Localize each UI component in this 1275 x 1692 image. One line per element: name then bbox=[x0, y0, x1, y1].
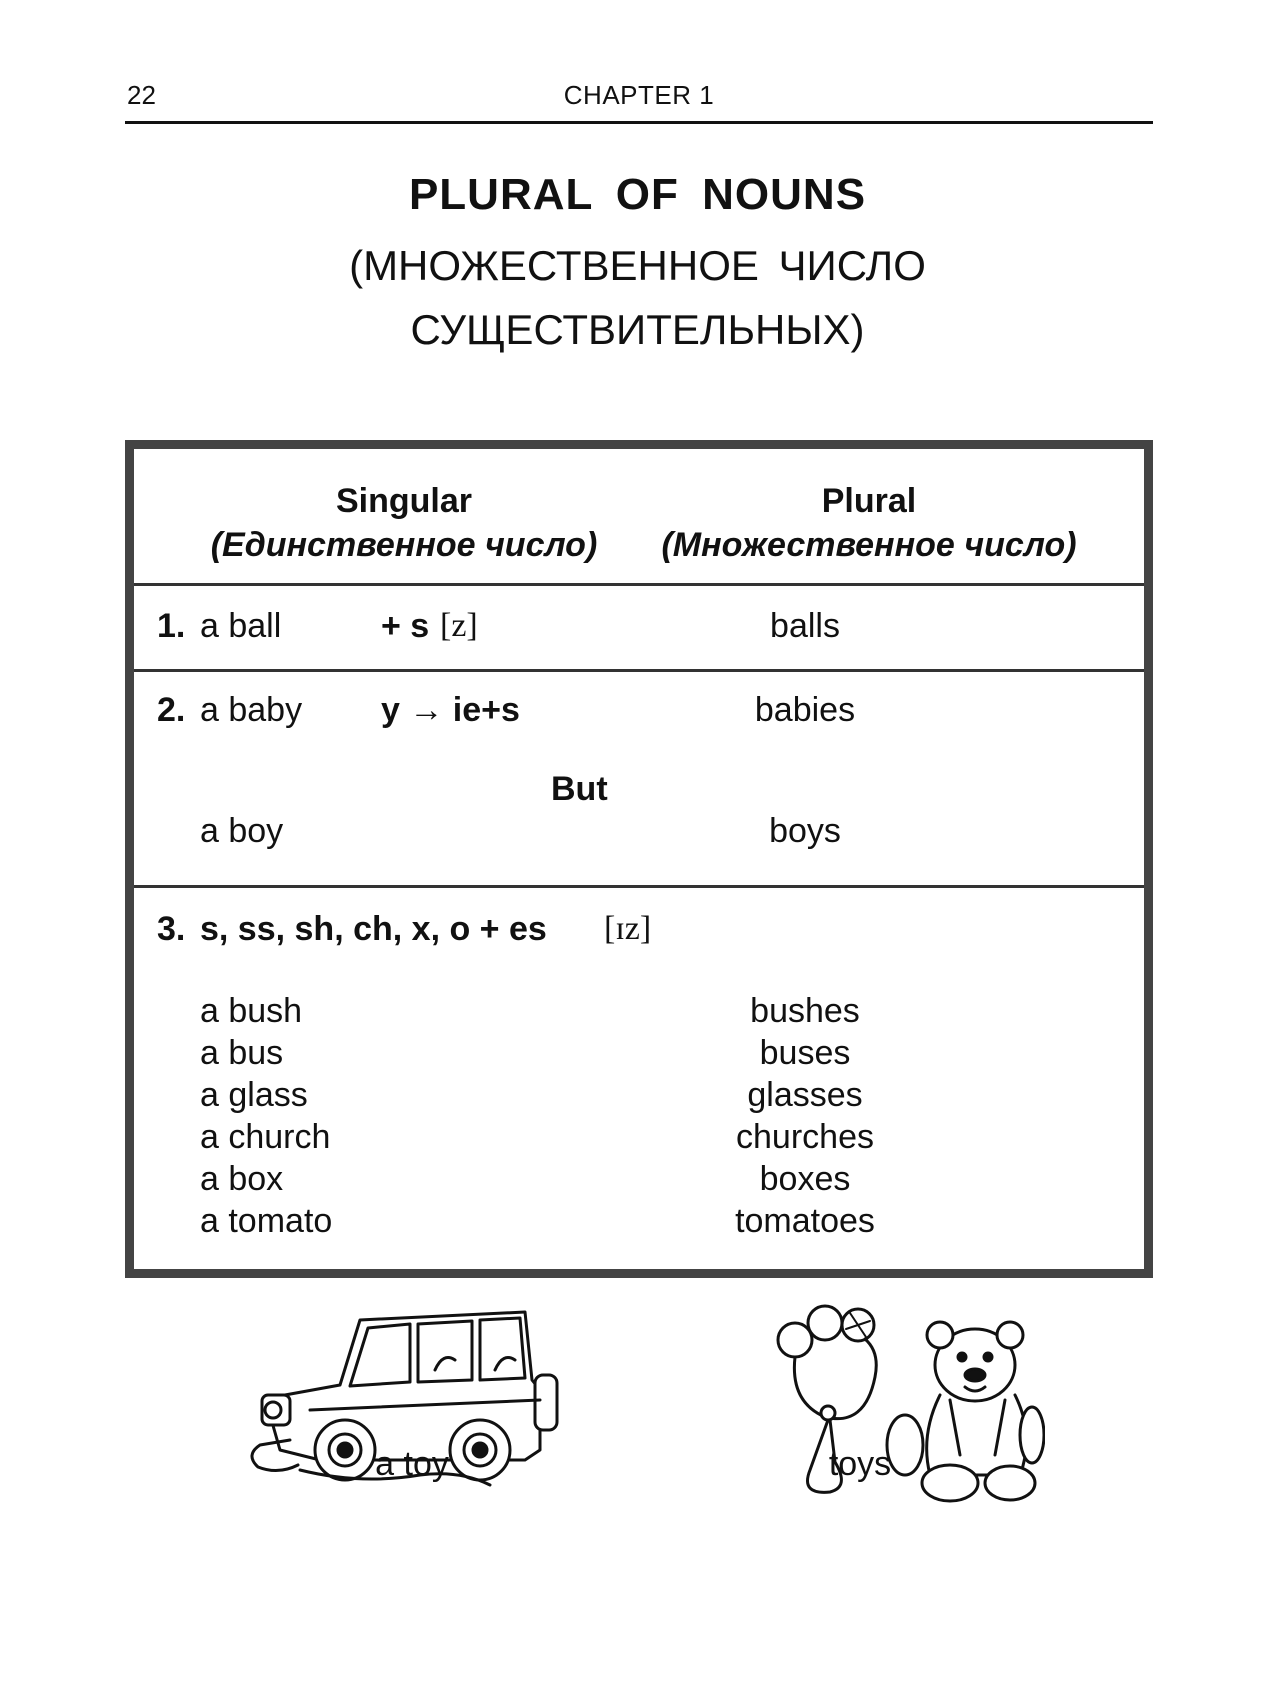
example-singular: a bush bbox=[200, 992, 303, 1030]
example-singular: a bus bbox=[200, 1034, 284, 1072]
exception-label: But bbox=[551, 770, 608, 808]
rule-number: 1. bbox=[157, 607, 186, 645]
example-plural: glasses bbox=[747, 1076, 863, 1114]
rule-ending: + s bbox=[381, 607, 430, 645]
example-singular: a tomato bbox=[200, 1202, 333, 1240]
subtitle-line-1: (МНОЖЕСТВЕННОЕ ЧИСЛО bbox=[349, 242, 926, 289]
rule-ending: s, ss, sh, ch, x, o + es bbox=[200, 910, 547, 948]
header-singular-label: Singular bbox=[335, 482, 473, 520]
header-plural-label: Plural bbox=[821, 482, 917, 520]
rule-ending: y → ie+s bbox=[381, 691, 520, 729]
plural-rules-table bbox=[125, 440, 1153, 1278]
example-plural: boxes bbox=[759, 1160, 851, 1198]
example-plural: bushes bbox=[750, 992, 860, 1030]
example-singular: a glass bbox=[200, 1076, 308, 1114]
caption-plural: toys bbox=[828, 1445, 892, 1483]
subtitle-line-2: СУЩЕСТВИТЕЛЬНЫХ) bbox=[410, 306, 865, 353]
subtitle bbox=[0, 234, 1275, 362]
rule-row-2 bbox=[134, 672, 1144, 888]
table-header bbox=[134, 449, 1144, 586]
running-head bbox=[125, 78, 1153, 124]
rule-row-3 bbox=[134, 888, 1144, 1269]
caption-singular: a toy bbox=[375, 1445, 449, 1483]
rule-row-1 bbox=[134, 586, 1144, 672]
rule-pronunciation: [ɪz] bbox=[604, 910, 652, 947]
chapter-title: CHAPTER 1 bbox=[563, 80, 715, 110]
header-singular-ru: (Единственное число) bbox=[210, 526, 598, 564]
title-block bbox=[0, 170, 1275, 362]
example-plural: buses bbox=[759, 1034, 851, 1072]
rule-example-singular: a ball bbox=[200, 607, 282, 645]
example-plural: churches bbox=[736, 1118, 874, 1156]
rule-example-singular: a baby bbox=[200, 691, 303, 729]
example-singular: a box bbox=[200, 1160, 284, 1198]
rule-number: 2. bbox=[157, 691, 186, 729]
header-plural bbox=[634, 479, 1104, 567]
rule-number: 3. bbox=[157, 910, 186, 948]
example-plural: tomatoes bbox=[735, 1202, 875, 1240]
rule-example-plural: balls bbox=[770, 607, 840, 645]
exception-plural: boys bbox=[769, 812, 841, 850]
rule-example-plural: babies bbox=[754, 691, 856, 729]
exception-singular: a boy bbox=[200, 812, 284, 850]
example-singular: a church bbox=[200, 1118, 331, 1156]
header-plural-ru: (Множественное число) bbox=[661, 526, 1077, 564]
page-number: 22 bbox=[127, 80, 156, 110]
page-title: PLURAL OF NOUNS bbox=[408, 170, 867, 219]
header-singular bbox=[184, 479, 624, 567]
rule-pronunciation: [z] bbox=[440, 607, 478, 644]
